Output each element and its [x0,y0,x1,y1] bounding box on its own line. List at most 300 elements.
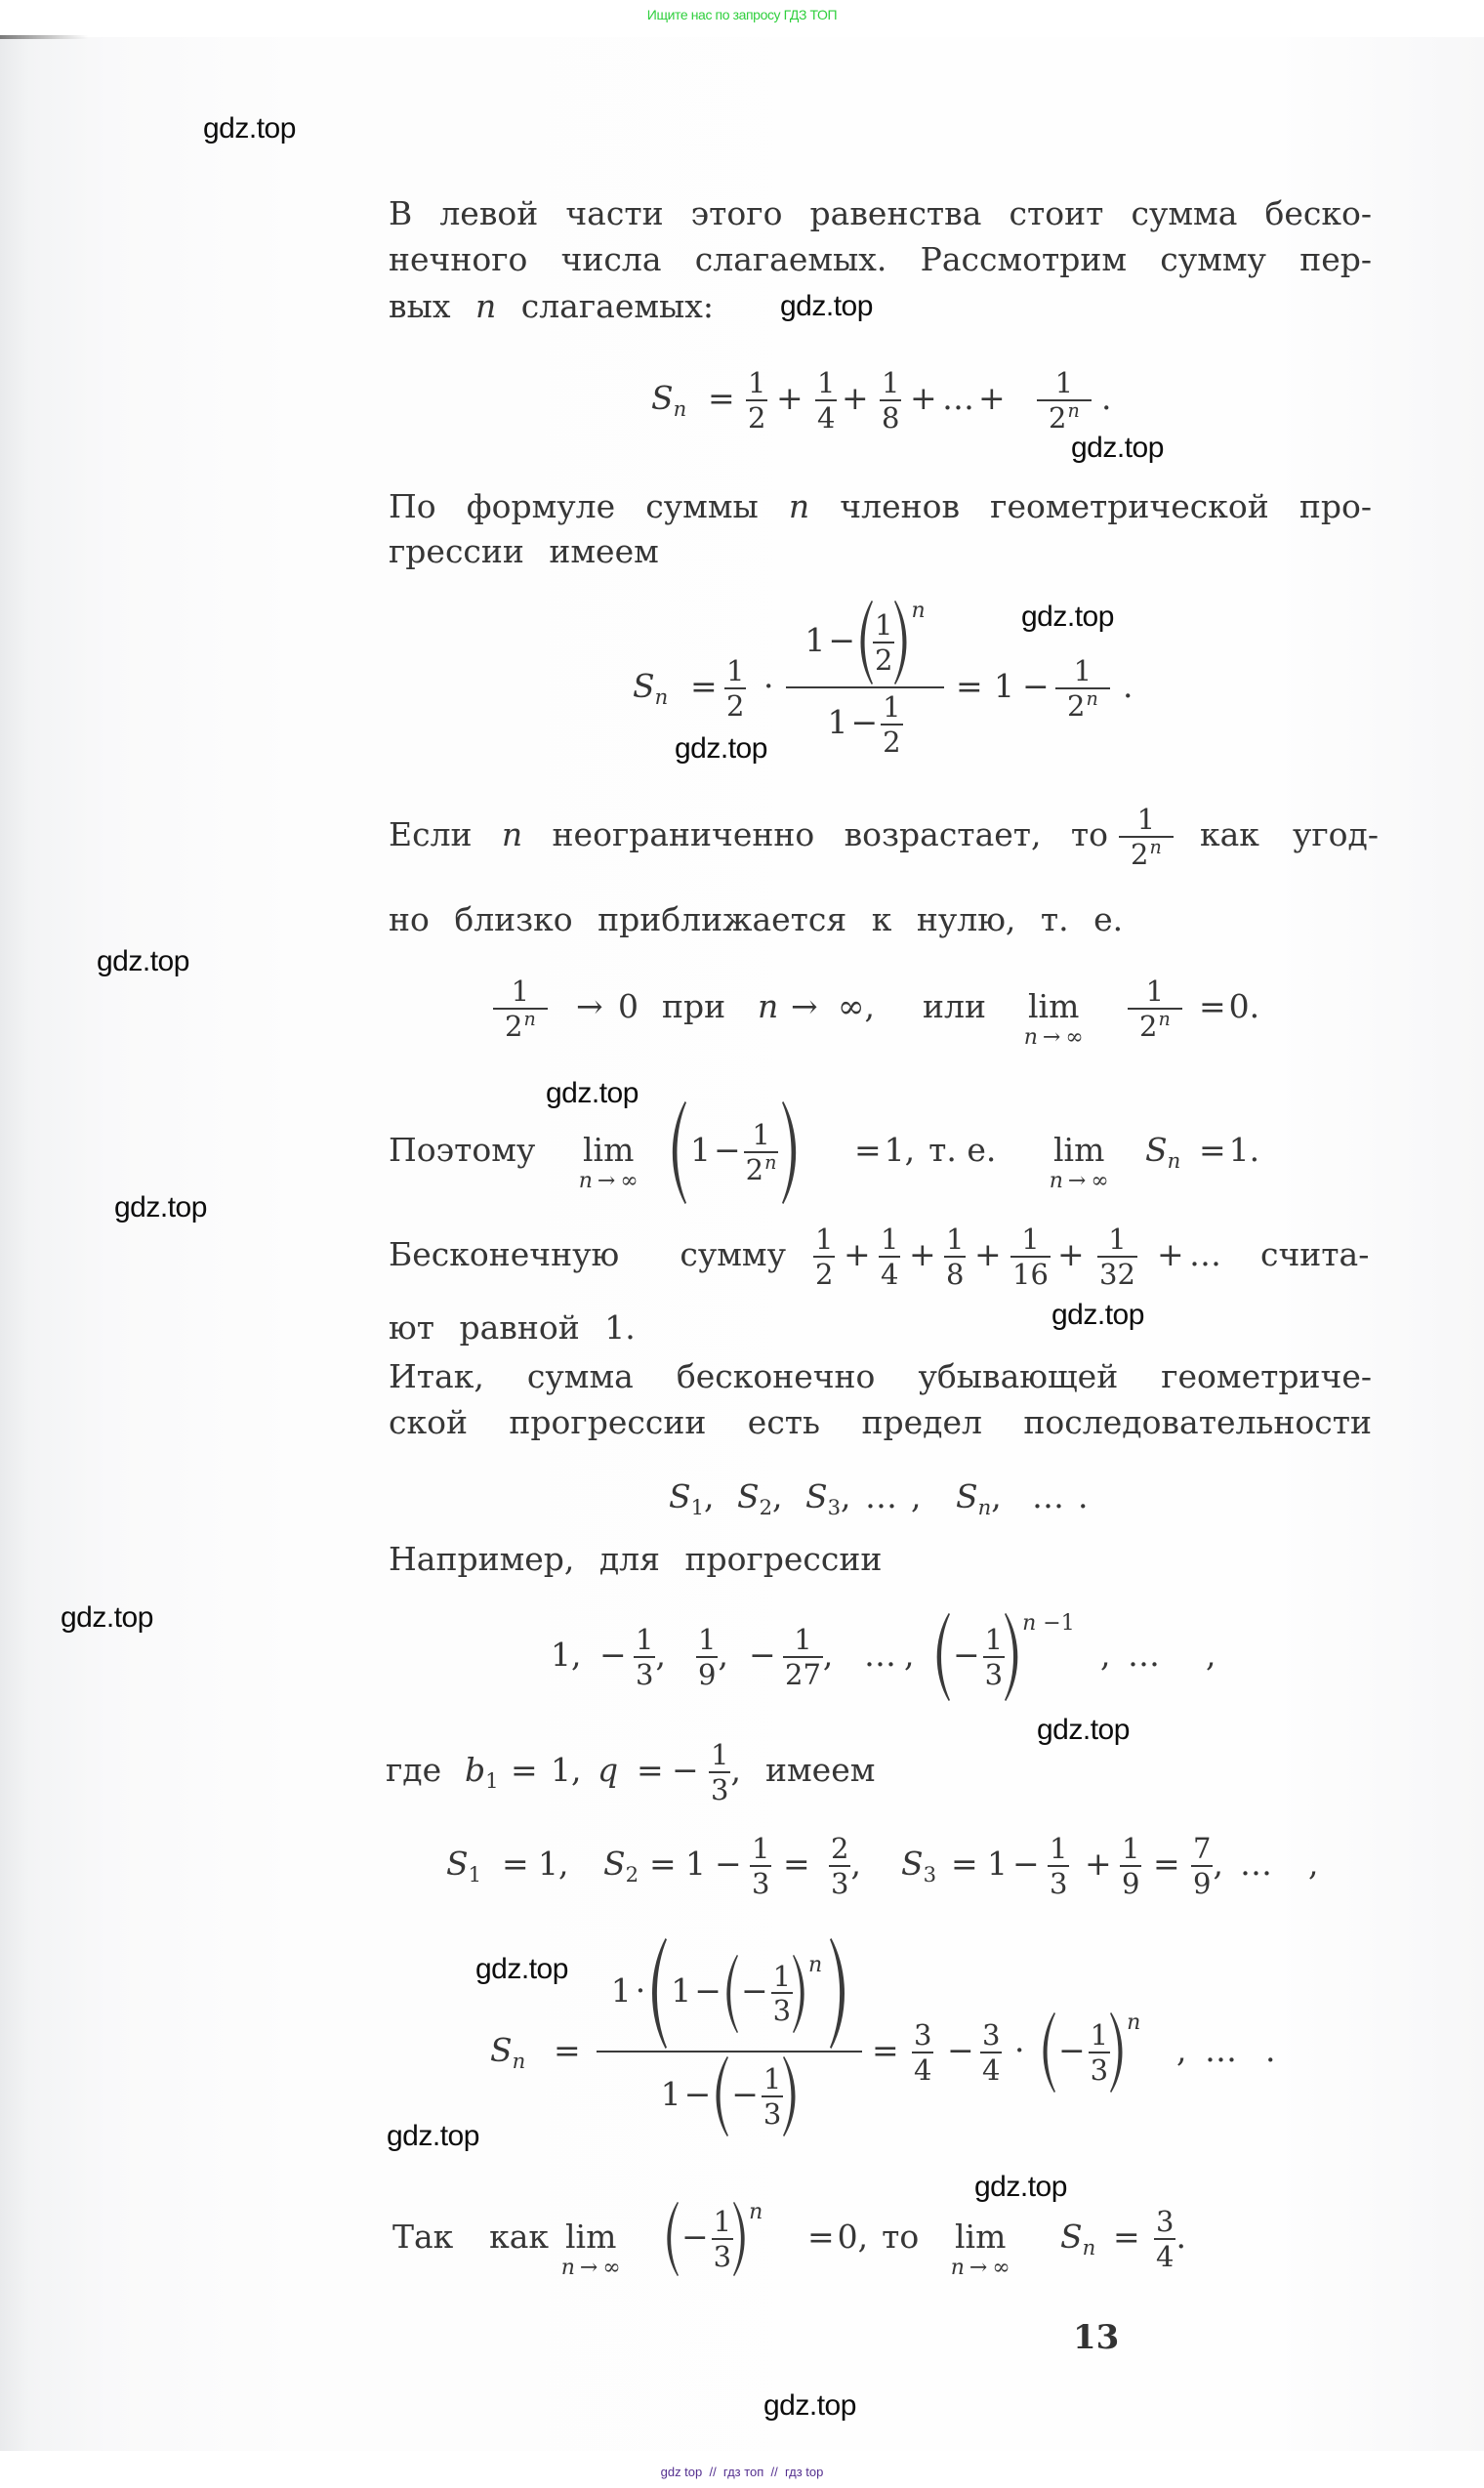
minus-sign: − [731,2074,759,2113]
subscript: n [977,1495,992,1520]
minus-sign: − [740,1971,768,2010]
math-segment [490,1906,525,2199]
equals-sign: = [1199,1130,1226,1169]
denominator: 4 [881,1257,899,1291]
text-line: грессии имеем [389,532,659,570]
math-segment [392,2161,549,2317]
subscript: n [1082,2235,1096,2260]
formula-limit-zero [0,940,1484,1077]
math-segment [879,1198,900,1315]
exponent: n [911,599,926,624]
exponent: n [1127,2011,1141,2035]
minus-sign: − [672,1750,699,1789]
right-parenthesis-glyph [830,1938,847,2049]
subscript: 3 [923,1862,937,1887]
math-segment [934,1579,1075,1735]
limit-operator [950,2217,1010,2280]
multiply-dot: · [763,666,774,705]
plus-sign: + [842,378,869,417]
exponent [1022,1613,1075,1635]
ellipsis: … [865,1476,897,1515]
math-segment [1097,1198,1137,1315]
math-segment [1200,778,1379,895]
variable-s: S [633,666,655,705]
math-segment [1023,940,1084,1077]
math-segment [838,940,875,1077]
numerator: 3 [914,2018,932,2053]
math-segment [974,1198,1002,1315]
comma: , [911,1476,922,1515]
subscript: 3 [827,1495,842,1520]
math-segment [1014,1906,1025,2199]
denominator: 3 [984,1657,1004,1691]
ellipsis: … [1205,2030,1237,2069]
math-segment [1032,1460,1089,1538]
math-segment [994,571,1014,806]
period: . [1175,2217,1186,2256]
math-segment [1128,940,1182,1077]
number: 0, [837,2217,869,2256]
text-fragment: где [386,1750,442,1789]
text-fragment: т. е. [928,1130,997,1169]
numerator: 1 [1128,976,1182,1009]
math-segment [669,1460,715,1538]
numerator: 3 [982,2018,1001,2053]
math-segment [912,1906,933,2199]
text-fragment: Поэтому [389,1130,536,1169]
denominator: 4 [982,2053,1001,2087]
math-segment [633,571,668,806]
fraction [746,368,767,433]
math-segment [1176,1906,1187,2199]
equals-sign: = [1153,1844,1180,1883]
fraction [1055,656,1110,721]
plus-sign: + [844,1234,871,1273]
infinity-symbol: ∞ [992,2255,1010,2280]
math-segment [554,1906,581,2199]
denominator: 2 [875,643,893,677]
math-segment [1189,1198,1221,1315]
multiply-dot: · [1014,2030,1025,2069]
left-parenthesis-glyph [649,1938,667,2049]
parenthesized-power [858,601,926,684]
subscript: 2 [625,1862,639,1887]
math-segment [910,322,937,478]
multiply-dot: · [635,1971,646,2010]
numerator: 1 [1037,368,1092,400]
arrow-symbol: → [969,2255,988,2280]
math-segment [560,2161,621,2317]
math-segment [776,322,804,478]
exponent: n [523,1007,536,1030]
right-parenthesis-glyph [1005,1613,1020,1701]
denominator: 3 [711,1772,729,1806]
limit-subscript [950,2255,1010,2280]
variable-s: S [956,1476,978,1515]
comma: , [850,1844,861,1883]
power-base: 2 [1067,688,1086,723]
math-segment [815,322,837,478]
math-segment [763,571,774,806]
comma: , [655,1635,666,1674]
math-segment [956,571,983,806]
text-fragment: при [662,986,726,1025]
comma: , [704,1476,715,1515]
denominator: 2 [726,688,745,723]
math-segment [551,1579,582,1735]
text-fragment: неограниченно возрастает, то [552,814,1108,853]
parenthesized-power [665,2202,763,2276]
math-segment [923,940,986,1077]
fraction [879,1224,900,1289]
variable-s: S [1145,1130,1168,1169]
lim-label: lim [565,2217,617,2256]
comma: , [718,1635,728,1674]
text-line: ской прогрессии есть предел последовательности [389,1403,1372,1441]
text-fragment: Если [389,814,473,853]
plus-sign: + [1157,1234,1184,1273]
big-numerator [597,1938,862,2053]
parenthesized-power [1041,2012,1140,2093]
watermark: gdz.top [61,1601,153,1634]
comma: , [1206,1635,1216,1674]
infinity-symbol: ∞ [1091,1168,1109,1193]
math-segment [746,322,767,478]
text-line: В левой части этого равенства стоит сумма беско- [389,194,1372,232]
fraction [709,1740,730,1804]
watermark: gdz.top [763,2389,856,2422]
math-segment [1206,1579,1216,1735]
exponent: n [764,1150,777,1174]
text-fragment: По формуле суммы [389,487,759,525]
fraction [696,1625,718,1689]
math-segment [942,322,974,478]
text-line-with-series [0,1198,1484,1315]
math-segment [978,322,1006,478]
variable-n: n [758,986,779,1025]
fraction [724,656,746,721]
fraction [813,1224,835,1289]
variable-n: n [501,814,523,853]
number: 1 [551,1635,571,1674]
number: 0 [1228,986,1250,1025]
denominator: 9 [1122,1866,1140,1900]
right-parenthesis-glyph [793,1955,806,2033]
math-segment [1119,778,1174,895]
fraction [1128,976,1182,1041]
fraction [762,2064,783,2129]
ellipsis: … [1128,1635,1160,1674]
parenthesized-power [934,1613,1075,1701]
fraction [771,1959,793,2027]
number: 1 [827,702,848,741]
watermark: gdz.top [97,945,189,977]
denominator: 3 [1090,2053,1109,2087]
math-segment [1057,1198,1085,1315]
arrow-symbol: → [597,1168,616,1193]
math-segment [696,1579,728,1735]
math-segment [737,1460,783,1538]
period: . [1265,2030,1276,2069]
denominator: 3 [752,1866,770,1900]
lim-label: lim [583,1130,635,1169]
fraction [1048,1834,1069,1898]
big-denominator [597,2053,862,2167]
arrow-symbol: → [576,986,603,1025]
number: 1 [690,1130,711,1169]
footer-links-text: gdz top // гдз топ // гдз top [660,2465,824,2479]
power-base: 2 [1139,1009,1158,1043]
subscript: 1 [690,1495,705,1520]
math-segment [1123,571,1134,806]
denominator: 3 [772,1994,792,2027]
numerator: 1 [713,2205,732,2239]
right-parenthesis-glyph [1110,2012,1125,2093]
fraction [1097,1224,1137,1289]
arrow-symbol: → [1042,1024,1061,1050]
numerator: 1 [984,1623,1004,1657]
variable-q: q [598,1750,619,1789]
variable-s: S [446,1844,469,1883]
watermark: gdz.top [546,1077,639,1109]
minus-sign: − [1022,666,1050,705]
plus-sign: + [910,378,937,417]
equals-sign: = [502,1844,529,1883]
equals-sign: = [690,666,718,705]
formula-progression [0,1579,1484,1735]
limit-variable: n [1023,1024,1038,1050]
variable-s: S [901,1844,924,1883]
equals-sign: = [1113,2217,1140,2256]
numerator: 1 [815,1223,834,1257]
denominator: 9 [698,1657,717,1691]
math-segment [844,1198,871,1315]
number: 1 [987,1844,1008,1883]
parenthesized-expression [649,1938,847,2049]
math-segment [813,1198,835,1315]
infinity-symbol: ∞ [620,1168,639,1193]
watermark: gdz.top [1051,1299,1144,1331]
text-line: нечного числа слагаемых. Рассмотрим сумму пер- [389,240,1372,278]
denominator [493,1007,548,1043]
limit-operator [1023,986,1084,1050]
exponent: n [749,2200,763,2224]
numerator: 1 [763,2062,782,2096]
fraction [1119,805,1174,869]
minus-sign: − [1012,1844,1040,1883]
math-segment [1041,1906,1140,2199]
fraction [1154,2207,1175,2271]
comma: , [772,1476,783,1515]
text-fragment: то [882,2217,920,2256]
math-segment [634,1579,666,1735]
numerator: 1 [882,366,900,400]
math-segment [783,1579,833,1735]
comma: , [841,1476,851,1515]
variable-n: n [474,287,497,325]
page-edge-shadow [0,35,88,39]
equals-sign: = [554,2030,581,2069]
limit-operator [578,1130,639,1193]
page-number: 13 [1073,2318,1120,2357]
comma: , [1176,2030,1187,2069]
numerator: 7 [1193,1832,1212,1866]
denominator: 3 [1050,1866,1068,1900]
formula-sn-example [0,1906,1484,2199]
limit-variable: n [950,2255,965,2280]
comma: , [822,1635,834,1674]
fraction [815,368,837,433]
number: 1 [994,666,1014,705]
comma: , [1100,1635,1111,1674]
numerator: 1 [711,1738,729,1772]
minus-sign: − [714,1130,741,1169]
math-segment [389,1198,786,1315]
math-segment [1157,1198,1184,1315]
fraction [1120,1834,1141,1898]
infinity-symbol: ∞ [602,2255,621,2280]
numerator: 1 [1010,1224,1051,1257]
parenthesized-expression [714,2056,798,2136]
watermark: gdz.top [475,1953,568,1985]
number: 1, [551,1750,582,1789]
ellipsis: … [1189,1234,1221,1273]
math-segment [599,1579,627,1735]
ellipsis: … [1240,1844,1272,1883]
denominator [1128,1007,1182,1043]
math-segment [865,1460,922,1538]
text-fragment: Бесконечную сумму [389,1234,786,1273]
comma: , [864,986,875,1025]
number: 1, [538,1844,569,1883]
math-segment [597,1906,862,2199]
numerator: 1 [698,1623,717,1657]
minus-sign: − [953,1635,980,1674]
numerator: 1 [1090,2018,1109,2053]
parenthesized-power [724,1952,823,2033]
fraction [980,2020,1002,2085]
comma: , [991,1476,1002,1515]
variable-s: S [805,1476,828,1515]
numerator: 1 [1097,1224,1137,1257]
limit-subscript [578,1168,639,1193]
infinity-symbol: ∞ [1065,1024,1084,1050]
number: 1 [804,620,826,659]
numerator: 1 [493,976,548,1009]
math-segment [842,322,869,478]
watermark: gdz.top [1021,601,1114,633]
equals-sign: = [872,2030,899,2069]
exponent: n [808,1952,823,1977]
text-line [389,483,1372,530]
numerator: 1 [772,1959,792,1993]
left-parenthesis-glyph [670,1101,686,1204]
math-segment [909,1198,936,1315]
fraction [493,976,548,1041]
formula-partial-sum [0,322,1484,478]
text-fragment: или [923,986,986,1025]
subscript: 2 [759,1495,773,1520]
math-segment [880,322,901,478]
numerator: 1 [1050,1832,1068,1866]
number: 1 [1228,1130,1250,1169]
ellipsis: … [942,378,974,417]
fraction [881,692,902,757]
variable-s: S [1060,2217,1083,2256]
subscript: 1 [468,1862,482,1887]
fraction [750,1834,771,1898]
denominator: 3 [763,2096,782,2131]
period: . [1249,1130,1260,1169]
numerator: 1 [636,1623,654,1657]
subscript: n [654,684,669,710]
fraction [912,2020,933,2085]
period: . [1101,378,1112,417]
subscript: 1 [485,1768,499,1794]
denominator: 2 [748,400,766,435]
minus-sign: − [683,2074,712,2113]
watermark: gdz.top [974,2171,1067,2203]
text-fragment: вых [389,287,451,325]
math-segment [651,322,686,478]
denominator: 3 [636,1657,654,1691]
text-line: ют равной 1. [389,1308,636,1347]
text-line: Итак, сумма бесконечно убывающей геометриче- [389,1357,1372,1395]
right-parenthesis-glyph [782,1101,799,1204]
fraction [944,1224,966,1289]
variable-b: b [465,1750,486,1789]
lim-label: lim [1053,1130,1105,1169]
math-segment [1010,1198,1051,1315]
minus-sign: − [850,702,879,741]
text-fragment: членов геометрической про- [840,487,1372,525]
math-segment [690,571,718,806]
minus-sign: − [715,1844,742,1883]
power-base: 2 [1049,400,1067,435]
denominator: 3 [831,1866,849,1900]
fraction [783,1625,823,1689]
comma: , [1213,1844,1223,1883]
limit-variable: n [560,2255,575,2280]
numerator: 1 [752,1832,770,1866]
math-segment [1265,1906,1276,2199]
power-base: 2 [1131,837,1149,871]
variable-s: S [651,378,674,417]
watermark: gdz.top [675,732,767,765]
numerator: 1 [875,608,893,643]
ellipsis: … [1032,1476,1064,1515]
ellipsis: … [864,1635,896,1674]
denominator [744,1150,779,1186]
denominator: 2 [883,725,901,759]
watermark: gdz.top [387,2120,479,2152]
fraction [712,2207,733,2271]
denominator: 4 [817,400,836,435]
big-fraction [786,601,944,776]
minus-sign: − [1058,2030,1086,2069]
text-fragment [389,814,1108,853]
math-segment [1154,2161,1186,2317]
fraction [634,1625,655,1689]
math-segment [791,940,818,1077]
denominator [1119,835,1174,871]
equals-sign: = [783,1844,810,1883]
numerator: 1 [748,366,766,400]
limit-variable: n [1049,1168,1063,1193]
arrow-symbol: → [579,2255,598,2280]
text-line: Например, для прогрессии [389,1540,883,1578]
limit-subscript [1023,1024,1084,1050]
